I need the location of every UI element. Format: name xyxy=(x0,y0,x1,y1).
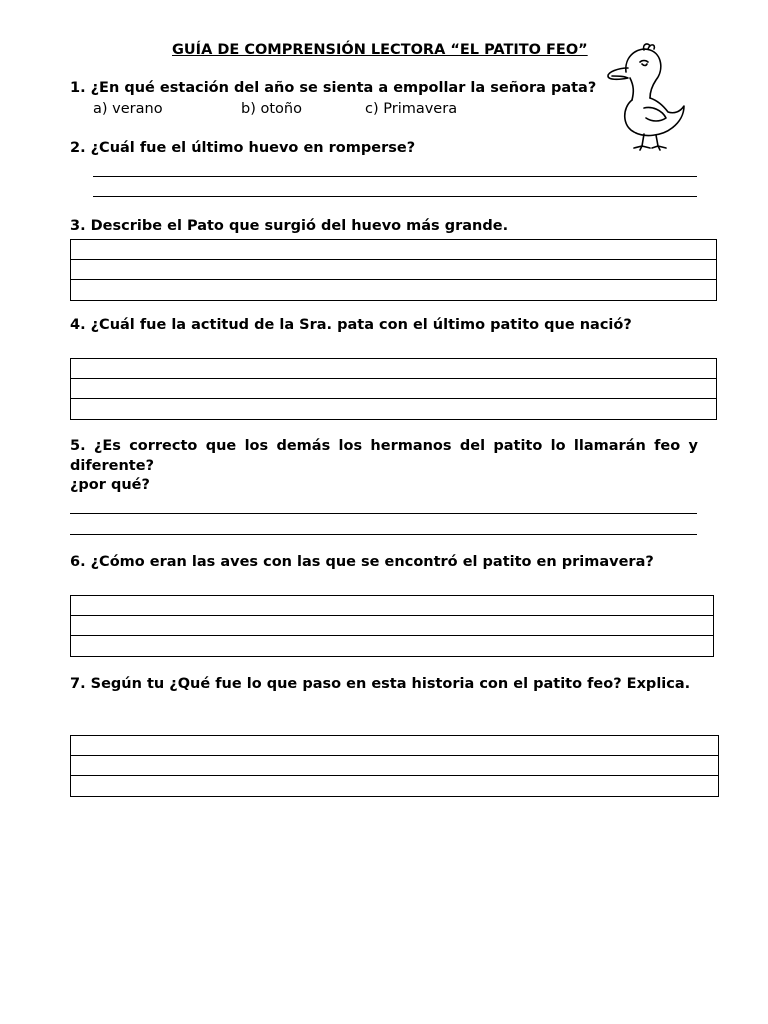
answer-row[interactable] xyxy=(71,616,713,636)
answer-row[interactable] xyxy=(71,736,718,756)
answer-row[interactable] xyxy=(71,379,716,399)
answer-box[interactable] xyxy=(70,595,714,657)
answer-row[interactable] xyxy=(71,636,713,656)
answer-row[interactable] xyxy=(71,240,716,260)
answer-line[interactable] xyxy=(70,513,697,514)
answer-line[interactable] xyxy=(93,176,697,177)
worksheet-title: GUÍA DE COMPRENSIÓN LECTORA “EL PATITO FEO” xyxy=(172,42,588,58)
answer-line[interactable] xyxy=(93,196,697,197)
option-b[interactable]: b) otoño xyxy=(241,101,302,117)
answer-row[interactable] xyxy=(71,399,716,419)
question-2: 2. ¿Cuál fue el último huevo en romperse? xyxy=(70,140,416,156)
question-5-subtext: ¿por qué? xyxy=(70,477,150,493)
answer-row[interactable] xyxy=(71,756,718,776)
answer-box[interactable] xyxy=(70,358,717,420)
duck-illustration xyxy=(604,42,688,154)
answer-row[interactable] xyxy=(71,359,716,379)
answer-row[interactable] xyxy=(71,280,716,300)
answer-row[interactable] xyxy=(71,776,718,796)
answer-row[interactable] xyxy=(71,596,713,616)
option-a[interactable]: a) verano xyxy=(93,101,163,117)
option-c[interactable]: c) Primavera xyxy=(365,101,458,117)
question-5: 5. ¿Es correcto que los demás los hermanos del patito lo llamarán feo y diferente? xyxy=(70,438,698,474)
question-1-options xyxy=(93,101,457,117)
question-4: 4. ¿Cuál fue la actitud de la Sra. pata con el último patito que nació? xyxy=(70,317,632,333)
question-3: 3. Describe el Pato que surgió del huevo más grande. xyxy=(70,218,509,234)
answer-row[interactable] xyxy=(71,260,716,280)
answer-line[interactable] xyxy=(70,534,697,535)
question-6: 6. ¿Cómo eran las aves con las que se encontró el patito en primavera? xyxy=(70,554,654,570)
question-7: 7. Según tu ¿Qué fue lo que paso en esta historia con el patito feo? Explica. xyxy=(70,676,691,692)
question-1: 1. ¿En qué estación del año se sienta a empollar la señora pata? xyxy=(70,80,597,96)
answer-box[interactable] xyxy=(70,735,719,797)
answer-box[interactable] xyxy=(70,239,717,301)
